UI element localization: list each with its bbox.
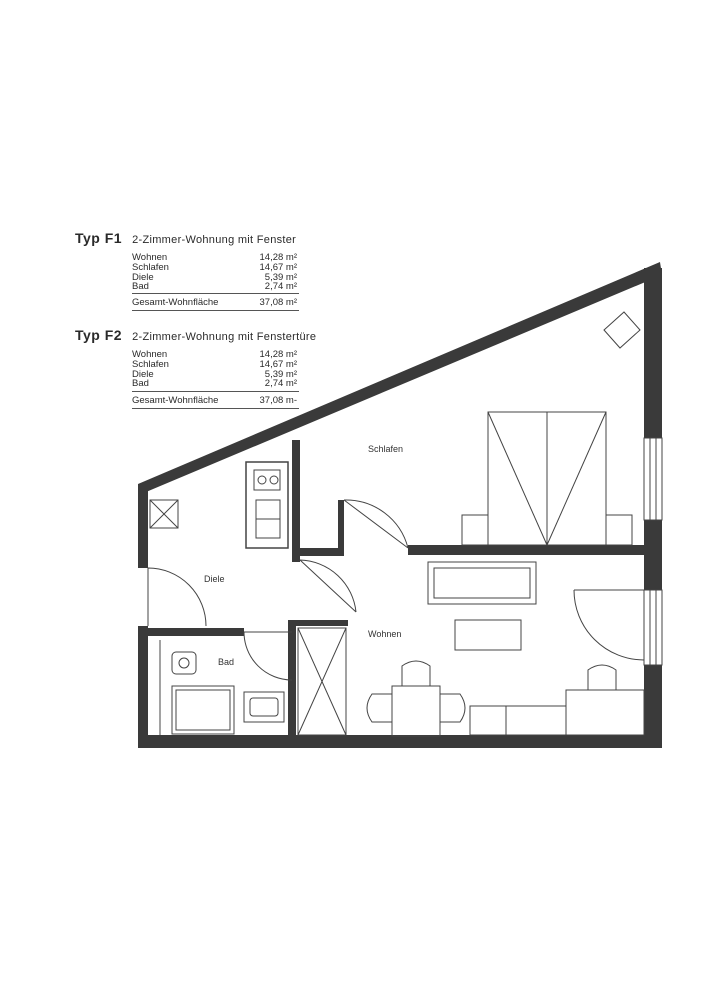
room-area: 14,28 m² xyxy=(259,349,297,360)
room-name: Schlafen xyxy=(132,359,169,370)
wall-storage-top xyxy=(296,620,348,626)
label-schlafen: Schlafen xyxy=(368,444,404,454)
room-name: Wohnen xyxy=(132,349,168,360)
total-label: Gesamt-Wohnfläche xyxy=(132,297,219,308)
sideboard xyxy=(470,690,644,735)
room-area: 5,39 m² xyxy=(264,272,297,283)
room-area: 14,28 m² xyxy=(259,252,297,263)
typ-f1-description: 2-Zimmer-Wohnung mit Fenster xyxy=(132,234,297,246)
label-bad: Bad xyxy=(218,657,235,667)
washbasin xyxy=(244,692,284,722)
typ-f2-description: 2-Zimmer-Wohnung mit Fenstertüre xyxy=(132,331,317,343)
label-diele: Diele xyxy=(204,574,225,584)
chair-top xyxy=(402,661,430,686)
coffee-table xyxy=(455,620,521,650)
exterior-walls xyxy=(138,262,662,748)
wall-bad-top xyxy=(138,628,244,636)
bottom-wall xyxy=(138,735,662,748)
room-name: Diele xyxy=(132,272,154,283)
armchair-corner xyxy=(604,312,640,348)
nightstand-right xyxy=(606,515,632,545)
room-name: Bad xyxy=(132,281,149,292)
room-area: 14,67 m² xyxy=(259,262,297,273)
door-schlafen xyxy=(344,500,408,548)
wall-bad-right xyxy=(288,620,296,748)
room-area: 5,39 m² xyxy=(264,369,297,380)
right-wall-lower xyxy=(644,520,662,590)
chair-left xyxy=(367,694,392,722)
interior-walls xyxy=(138,440,644,748)
left-wall-lower xyxy=(138,626,148,748)
room-area: 2,74 m² xyxy=(264,281,297,292)
slanted-wall xyxy=(138,262,662,492)
room-name: Wohnen xyxy=(132,252,168,263)
toilet xyxy=(172,652,196,674)
room-name: Diele xyxy=(132,369,154,380)
kitchen-unit xyxy=(246,462,288,548)
room-name: Bad xyxy=(132,378,149,389)
label-wohnen: Wohnen xyxy=(368,629,402,639)
total-label: Gesamt-Wohnfläche xyxy=(132,395,219,406)
window-right-upper xyxy=(644,438,662,520)
shower-tray xyxy=(172,686,234,734)
right-wall-upper xyxy=(644,268,662,438)
dining-table xyxy=(392,686,440,736)
wall-corridor-stub xyxy=(292,548,340,556)
window-right-lower xyxy=(644,590,662,665)
bed xyxy=(488,412,606,545)
room-area: 14,67 m² xyxy=(259,359,297,370)
wall-schlafen-wohnen xyxy=(408,545,644,555)
total-area: 37,08 m- xyxy=(259,395,297,406)
door-wohnen-right xyxy=(574,590,644,660)
room-area: 2,74 m² xyxy=(264,378,297,389)
typ-f1-code: Typ F1 xyxy=(75,230,123,246)
wall-door-stub xyxy=(338,500,344,556)
door-diele-left xyxy=(148,568,206,626)
wall-diele-schlafen xyxy=(292,440,300,562)
shaft-left xyxy=(150,500,178,528)
door-bad xyxy=(244,632,292,680)
typ-f2-code: Typ F2 xyxy=(75,327,123,343)
total-area: 37,08 m² xyxy=(259,297,297,308)
chair-right xyxy=(440,694,465,722)
nightstand-left xyxy=(462,515,488,545)
armchair-right xyxy=(588,665,616,690)
storage-cabinet xyxy=(298,628,346,735)
room-name: Schlafen xyxy=(132,262,169,273)
left-wall-upper xyxy=(138,484,148,568)
sofa xyxy=(428,562,536,604)
door-wohnen xyxy=(300,560,356,612)
